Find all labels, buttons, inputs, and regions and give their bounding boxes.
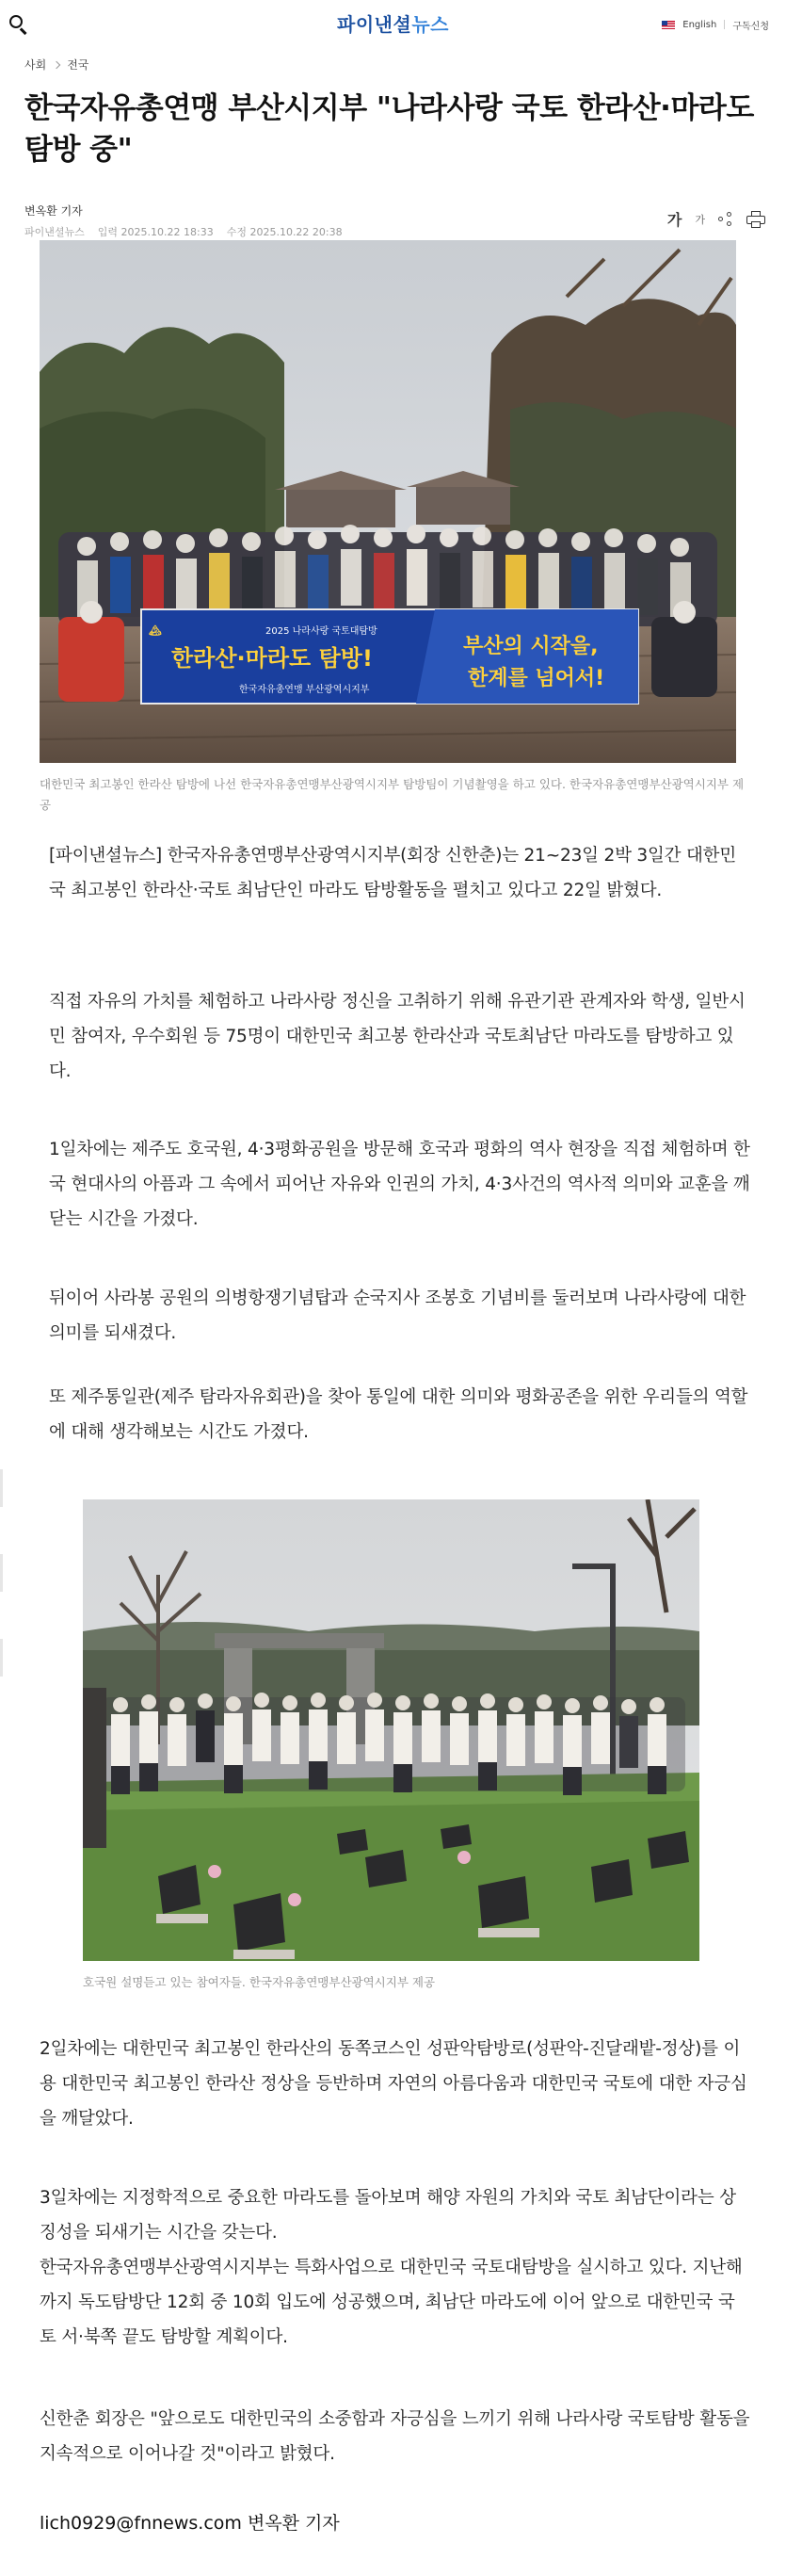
top-right-links bbox=[662, 18, 769, 32]
us-flag-icon bbox=[662, 21, 675, 29]
logo-main: 파이낸셜 bbox=[337, 13, 412, 36]
publisher: 파이낸셜뉴스 bbox=[24, 226, 85, 238]
banner-org: 한국자유총연맹 부산광역시지부 bbox=[239, 685, 370, 695]
share-icon[interactable] bbox=[718, 212, 733, 227]
print-icon[interactable] bbox=[746, 211, 765, 228]
group-photo-image bbox=[40, 240, 736, 763]
subscribe-link[interactable]: 구독신청 bbox=[732, 21, 769, 32]
chevron-right-icon bbox=[53, 60, 60, 68]
article-meta bbox=[24, 224, 762, 239]
font-size-down-button[interactable]: 가 bbox=[695, 213, 705, 226]
published-time: 입력 2025.10.22 18:33 bbox=[97, 226, 214, 238]
paragraph-7b: 한국자유총연맹부산광역시지부는 특화사업으로 대한민국 국토대탐방을 실시하고 있다. 지난해까지 독도탐방단 12회 중 10회 입도에 성공했으며, 최남단 마라도에 이어 앞으로 대한민국 국토 서·북쪽 끝도 탐방할 계획이다. bbox=[40, 2258, 743, 2347]
edge-marker bbox=[0, 1554, 3, 1592]
search-icon[interactable] bbox=[8, 13, 30, 36]
breadcrumb-section[interactable]: 사회 bbox=[24, 58, 47, 72]
banner-title: 한라산·마라도 탐방! bbox=[171, 645, 373, 672]
english-link[interactable]: English bbox=[682, 19, 717, 30]
paragraph-3: 1일차에는 제주도 호국원, 4·3평화공원을 방문해 호국과 평화의 역사 현장을 직접 체험하며 한국 현대사의 아픔과 그 속에서 피어난 자유와 인권의 가치, 4·3사건의 역사적 의미와 교훈을 깨닫는 시간을 가졌다. bbox=[49, 1140, 750, 1229]
article-title: 한국자유총연맹 부산시지부 "나라사랑 국토 한라산·마라도 탐방 중" bbox=[24, 91, 754, 167]
article-tools bbox=[667, 208, 765, 230]
photo2-caption: 호국원 설명듣고 있는 참여자들. 한국자유총연맹부산광역시지부 제공 bbox=[83, 1975, 436, 1989]
article-photo-group bbox=[40, 240, 736, 763]
memorial-photo-image bbox=[83, 1499, 699, 1961]
paragraph-8: 신한춘 회장은 "앞으로도 대한민국의 소중함과 자긍심을 느끼기 위해 나라사랑 국토탐방 활동을 지속적으로 이어나갈 것"이라고 밝혔다. bbox=[40, 2409, 750, 2464]
site-logo[interactable] bbox=[337, 9, 449, 37]
paragraph-7 bbox=[40, 2180, 750, 2355]
paragraph-7a: 3일차에는 지정학적으로 중요한 마라도를 돌아보며 해양 자원의 가치와 국토 최남단이라는 상징성을 되새기는 시간을 갖는다. bbox=[40, 2188, 736, 2243]
edge-marker bbox=[0, 1639, 3, 1677]
font-size-up-button[interactable]: 가 bbox=[666, 211, 682, 229]
banner-slogan-2: 한계를 넘어서! bbox=[468, 667, 605, 690]
logo-sub: 뉴스 bbox=[411, 13, 449, 36]
author-name[interactable]: 변옥환 기자 bbox=[24, 204, 83, 218]
byline bbox=[0, 170, 786, 239]
edge-marker bbox=[0, 1469, 3, 1507]
article-photo-memorial bbox=[83, 1499, 699, 1961]
modified-time: 수정 2025.10.22 20:38 bbox=[226, 226, 343, 238]
banner-subtitle: 2025 나라사랑 국토대탐방 bbox=[265, 626, 377, 637]
divider bbox=[724, 20, 725, 29]
paragraph-5: 또 제주통일관(제주 탐라자유회관)을 찾아 통일에 대한 의미와 평화공존을 위한 우리들의 역할에 대해 생각해보는 시간도 가졌다. bbox=[49, 1387, 748, 1442]
paragraph-2: 직접 자유의 가치를 체험하고 나라사랑 정신을 고취하기 위해 유관기관 관계자와 학생, 일반시민 참여자, 우수회원 등 75명이 대한민국 최고봉 한라산과 국토최남단 마라도를 탐방하고 있다. bbox=[49, 992, 746, 1081]
reporter-signature[interactable]: lich0929@fnnews.com 변옥환 기자 bbox=[40, 2513, 340, 2534]
breadcrumb-subsection[interactable]: 전국 bbox=[67, 58, 89, 72]
paragraph-4: 뒤이어 사라봉 공원의 의병항쟁기념탑과 순국지사 조봉호 기념비를 둘러보며 나라사랑에 대한 의미를 되새겼다. bbox=[49, 1288, 746, 1343]
paragraph-6: 2일차에는 대한민국 최고봉인 한라산의 동쪽코스인 성판악탐방로(성판악-진달래밭-정상)를 이용 대한민국 최고봉인 한라산 정상을 등반하며 자연의 아름다움과 대한민국 국토에 대한 자긍심을 깨달았다. bbox=[40, 2039, 747, 2129]
banner-badge-text: 🏔 bbox=[149, 624, 162, 637]
banner-slogan-1: 부산의 시작을, bbox=[463, 635, 599, 658]
photo1-caption: 대한민국 최고봉인 한라산 탐방에 나선 한국자유총연맹부산광역시지부 탐방팀이 기념촬영을 하고 있다. 한국자유총연맹부산광역시지부 제공 bbox=[40, 777, 745, 812]
top-bar bbox=[0, 0, 786, 49]
photo1-banner bbox=[141, 609, 638, 704]
paragraph-1: [파이낸셜뉴스] 한국자유총연맹부산광역시지부(회장 신한춘)는 21~23일 2박 3일간 대한민국 최고봉인 한라산·국토 최남단인 마라도 탐방활동을 펼치고 있다고 22일 밝혔다. bbox=[49, 846, 737, 900]
breadcrumb bbox=[0, 49, 786, 73]
